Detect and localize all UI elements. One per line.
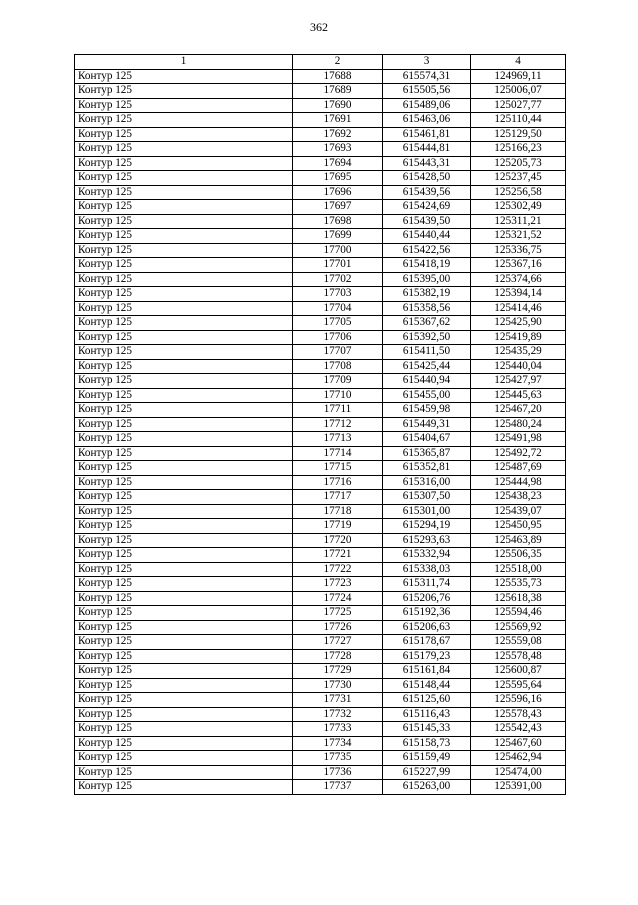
contour-name-cell: Контур 125 bbox=[75, 548, 293, 563]
x-coordinate-cell: 615439,56 bbox=[383, 185, 471, 200]
contour-name-cell: Контур 125 bbox=[75, 722, 293, 737]
contour-name-cell: Контур 125 bbox=[75, 519, 293, 534]
table-row bbox=[75, 504, 566, 519]
point-number-cell: 17718 bbox=[293, 504, 383, 519]
x-coordinate-cell: 615307,50 bbox=[383, 490, 471, 505]
y-coordinate-cell: 125467,20 bbox=[471, 403, 566, 418]
table-row bbox=[75, 388, 566, 403]
y-coordinate-cell: 125438,23 bbox=[471, 490, 566, 505]
y-coordinate-cell: 125110,44 bbox=[471, 113, 566, 128]
x-coordinate-cell: 615444,81 bbox=[383, 142, 471, 157]
column-header-1: 1 bbox=[75, 55, 293, 70]
point-number-cell: 17711 bbox=[293, 403, 383, 418]
table-row bbox=[75, 446, 566, 461]
x-coordinate-cell: 615125,60 bbox=[383, 693, 471, 708]
y-coordinate-cell: 125595,64 bbox=[471, 678, 566, 693]
table-row bbox=[75, 490, 566, 505]
column-header-4: 4 bbox=[471, 55, 566, 70]
x-coordinate-cell: 615455,00 bbox=[383, 388, 471, 403]
y-coordinate-cell: 125445,63 bbox=[471, 388, 566, 403]
contour-name-cell: Контур 125 bbox=[75, 345, 293, 360]
table-row bbox=[75, 345, 566, 360]
table-body bbox=[75, 69, 566, 794]
x-coordinate-cell: 615116,43 bbox=[383, 707, 471, 722]
point-number-cell: 17735 bbox=[293, 751, 383, 766]
x-coordinate-cell: 615440,44 bbox=[383, 229, 471, 244]
x-coordinate-cell: 615145,33 bbox=[383, 722, 471, 737]
y-coordinate-cell: 125444,98 bbox=[471, 475, 566, 490]
contour-name-cell: Контур 125 bbox=[75, 359, 293, 374]
table-row bbox=[75, 359, 566, 374]
point-number-cell: 17716 bbox=[293, 475, 383, 490]
contour-name-cell: Контур 125 bbox=[75, 577, 293, 592]
y-coordinate-cell: 125492,72 bbox=[471, 446, 566, 461]
point-number-cell: 17691 bbox=[293, 113, 383, 128]
y-coordinate-cell: 125425,90 bbox=[471, 316, 566, 331]
contour-name-cell: Контур 125 bbox=[75, 780, 293, 795]
y-coordinate-cell: 125129,50 bbox=[471, 127, 566, 142]
table-row bbox=[75, 591, 566, 606]
x-coordinate-cell: 615352,81 bbox=[383, 461, 471, 476]
x-coordinate-cell: 615206,76 bbox=[383, 591, 471, 606]
point-number-cell: 17706 bbox=[293, 330, 383, 345]
contour-name-cell: Контур 125 bbox=[75, 171, 293, 186]
y-coordinate-cell: 125474,00 bbox=[471, 765, 566, 780]
table-row bbox=[75, 214, 566, 229]
y-coordinate-cell: 125027,77 bbox=[471, 98, 566, 113]
contour-name-cell: Контур 125 bbox=[75, 403, 293, 418]
table-row bbox=[75, 432, 566, 447]
x-coordinate-cell: 615574,31 bbox=[383, 69, 471, 84]
contour-name-cell: Контур 125 bbox=[75, 591, 293, 606]
contour-name-cell: Контур 125 bbox=[75, 258, 293, 273]
table-row bbox=[75, 69, 566, 84]
y-coordinate-cell: 125480,24 bbox=[471, 417, 566, 432]
y-coordinate-cell: 125237,45 bbox=[471, 171, 566, 186]
y-coordinate-cell: 125374,66 bbox=[471, 272, 566, 287]
table-row bbox=[75, 229, 566, 244]
contour-name-cell: Контур 125 bbox=[75, 388, 293, 403]
table-row bbox=[75, 272, 566, 287]
y-coordinate-cell: 125462,94 bbox=[471, 751, 566, 766]
y-coordinate-cell: 125427,97 bbox=[471, 374, 566, 389]
x-coordinate-cell: 615332,94 bbox=[383, 548, 471, 563]
table-row bbox=[75, 287, 566, 302]
point-number-cell: 17698 bbox=[293, 214, 383, 229]
contour-name-cell: Контур 125 bbox=[75, 765, 293, 780]
y-coordinate-cell: 125006,07 bbox=[471, 84, 566, 99]
point-number-cell: 17710 bbox=[293, 388, 383, 403]
table-row bbox=[75, 243, 566, 258]
point-number-cell: 17702 bbox=[293, 272, 383, 287]
y-coordinate-cell: 125578,48 bbox=[471, 649, 566, 664]
table-row bbox=[75, 577, 566, 592]
y-coordinate-cell: 125419,89 bbox=[471, 330, 566, 345]
contour-name-cell: Контур 125 bbox=[75, 113, 293, 128]
contour-name-cell: Контур 125 bbox=[75, 475, 293, 490]
point-number-cell: 17714 bbox=[293, 446, 383, 461]
point-number-cell: 17731 bbox=[293, 693, 383, 708]
table-row bbox=[75, 461, 566, 476]
point-number-cell: 17713 bbox=[293, 432, 383, 447]
x-coordinate-cell: 615159,49 bbox=[383, 751, 471, 766]
x-coordinate-cell: 615422,56 bbox=[383, 243, 471, 258]
point-number-cell: 17707 bbox=[293, 345, 383, 360]
point-number-cell: 17692 bbox=[293, 127, 383, 142]
point-number-cell: 17693 bbox=[293, 142, 383, 157]
contour-name-cell: Контур 125 bbox=[75, 301, 293, 316]
contour-name-cell: Контур 125 bbox=[75, 374, 293, 389]
contour-name-cell: Контур 125 bbox=[75, 229, 293, 244]
x-coordinate-cell: 615206,63 bbox=[383, 620, 471, 635]
x-coordinate-cell: 615178,67 bbox=[383, 635, 471, 650]
contour-name-cell: Контур 125 bbox=[75, 533, 293, 548]
table-row bbox=[75, 548, 566, 563]
y-coordinate-cell: 125439,07 bbox=[471, 504, 566, 519]
contour-name-cell: Контур 125 bbox=[75, 214, 293, 229]
y-coordinate-cell: 125467,60 bbox=[471, 736, 566, 751]
point-number-cell: 17732 bbox=[293, 707, 383, 722]
point-number-cell: 17719 bbox=[293, 519, 383, 534]
point-number-cell: 17696 bbox=[293, 185, 383, 200]
point-number-cell: 17726 bbox=[293, 620, 383, 635]
contour-name-cell: Контур 125 bbox=[75, 185, 293, 200]
point-number-cell: 17722 bbox=[293, 562, 383, 577]
x-coordinate-cell: 615392,50 bbox=[383, 330, 471, 345]
point-number-cell: 17697 bbox=[293, 200, 383, 215]
x-coordinate-cell: 615425,44 bbox=[383, 359, 471, 374]
table-row bbox=[75, 533, 566, 548]
x-coordinate-cell: 615424,69 bbox=[383, 200, 471, 215]
point-number-cell: 17700 bbox=[293, 243, 383, 258]
y-coordinate-cell: 125302,49 bbox=[471, 200, 566, 215]
contour-name-cell: Контур 125 bbox=[75, 504, 293, 519]
x-coordinate-cell: 615358,56 bbox=[383, 301, 471, 316]
table-row bbox=[75, 98, 566, 113]
table-row bbox=[75, 519, 566, 534]
table-row bbox=[75, 693, 566, 708]
point-number-cell: 17704 bbox=[293, 301, 383, 316]
column-header-3: 3 bbox=[383, 55, 471, 70]
table-row bbox=[75, 707, 566, 722]
point-number-cell: 17705 bbox=[293, 316, 383, 331]
table-row bbox=[75, 475, 566, 490]
y-coordinate-cell: 125440,04 bbox=[471, 359, 566, 374]
table-row bbox=[75, 258, 566, 273]
x-coordinate-cell: 615489,06 bbox=[383, 98, 471, 113]
contour-name-cell: Контур 125 bbox=[75, 635, 293, 650]
x-coordinate-cell: 615311,74 bbox=[383, 577, 471, 592]
point-number-cell: 17729 bbox=[293, 664, 383, 679]
x-coordinate-cell: 615440,94 bbox=[383, 374, 471, 389]
x-coordinate-cell: 615192,36 bbox=[383, 606, 471, 621]
point-number-cell: 17725 bbox=[293, 606, 383, 621]
point-number-cell: 17723 bbox=[293, 577, 383, 592]
contour-name-cell: Контур 125 bbox=[75, 272, 293, 287]
contour-name-cell: Контур 125 bbox=[75, 330, 293, 345]
point-number-cell: 17690 bbox=[293, 98, 383, 113]
x-coordinate-cell: 615439,50 bbox=[383, 214, 471, 229]
x-coordinate-cell: 615179,23 bbox=[383, 649, 471, 664]
contour-name-cell: Контур 125 bbox=[75, 664, 293, 679]
coordinates-table bbox=[74, 54, 566, 795]
table-row bbox=[75, 736, 566, 751]
point-number-cell: 17730 bbox=[293, 678, 383, 693]
y-coordinate-cell: 125506,35 bbox=[471, 548, 566, 563]
x-coordinate-cell: 615365,87 bbox=[383, 446, 471, 461]
point-number-cell: 17709 bbox=[293, 374, 383, 389]
y-coordinate-cell: 125311,21 bbox=[471, 214, 566, 229]
table-row bbox=[75, 562, 566, 577]
y-coordinate-cell: 125600,87 bbox=[471, 664, 566, 679]
contour-name-cell: Контур 125 bbox=[75, 287, 293, 302]
y-coordinate-cell: 125594,46 bbox=[471, 606, 566, 621]
contour-name-cell: Контур 125 bbox=[75, 243, 293, 258]
y-coordinate-cell: 125463,89 bbox=[471, 533, 566, 548]
point-number-cell: 17717 bbox=[293, 490, 383, 505]
table-row bbox=[75, 185, 566, 200]
point-number-cell: 17728 bbox=[293, 649, 383, 664]
point-number-cell: 17736 bbox=[293, 765, 383, 780]
point-number-cell: 17694 bbox=[293, 156, 383, 171]
y-coordinate-cell: 125518,00 bbox=[471, 562, 566, 577]
table-header-row bbox=[75, 55, 566, 70]
table-row bbox=[75, 678, 566, 693]
point-number-cell: 17737 bbox=[293, 780, 383, 795]
point-number-cell: 17712 bbox=[293, 417, 383, 432]
x-coordinate-cell: 615158,73 bbox=[383, 736, 471, 751]
contour-name-cell: Контур 125 bbox=[75, 736, 293, 751]
table-row bbox=[75, 316, 566, 331]
y-coordinate-cell: 125336,75 bbox=[471, 243, 566, 258]
point-number-cell: 17720 bbox=[293, 533, 383, 548]
y-coordinate-cell: 125435,29 bbox=[471, 345, 566, 360]
x-coordinate-cell: 615395,00 bbox=[383, 272, 471, 287]
y-coordinate-cell: 125535,73 bbox=[471, 577, 566, 592]
x-coordinate-cell: 615505,56 bbox=[383, 84, 471, 99]
point-number-cell: 17703 bbox=[293, 287, 383, 302]
y-coordinate-cell: 125559,08 bbox=[471, 635, 566, 650]
contour-name-cell: Контур 125 bbox=[75, 69, 293, 84]
table-row bbox=[75, 156, 566, 171]
x-coordinate-cell: 615161,84 bbox=[383, 664, 471, 679]
x-coordinate-cell: 615338,03 bbox=[383, 562, 471, 577]
x-coordinate-cell: 615227,99 bbox=[383, 765, 471, 780]
contour-name-cell: Контур 125 bbox=[75, 751, 293, 766]
x-coordinate-cell: 615301,00 bbox=[383, 504, 471, 519]
contour-name-cell: Контур 125 bbox=[75, 461, 293, 476]
contour-name-cell: Контур 125 bbox=[75, 127, 293, 142]
table-row bbox=[75, 780, 566, 795]
contour-name-cell: Контур 125 bbox=[75, 432, 293, 447]
y-coordinate-cell: 125487,69 bbox=[471, 461, 566, 476]
x-coordinate-cell: 615428,50 bbox=[383, 171, 471, 186]
table-row bbox=[75, 649, 566, 664]
page-number: 362 bbox=[310, 20, 328, 34]
y-coordinate-cell: 125578,43 bbox=[471, 707, 566, 722]
point-number-cell: 17695 bbox=[293, 171, 383, 186]
point-number-cell: 17708 bbox=[293, 359, 383, 374]
table-row bbox=[75, 171, 566, 186]
x-coordinate-cell: 615461,81 bbox=[383, 127, 471, 142]
x-coordinate-cell: 615418,19 bbox=[383, 258, 471, 273]
contour-name-cell: Контур 125 bbox=[75, 200, 293, 215]
contour-name-cell: Контур 125 bbox=[75, 693, 293, 708]
contour-name-cell: Контур 125 bbox=[75, 84, 293, 99]
table-row bbox=[75, 127, 566, 142]
y-coordinate-cell: 125391,00 bbox=[471, 780, 566, 795]
y-coordinate-cell: 125414,46 bbox=[471, 301, 566, 316]
table-row bbox=[75, 664, 566, 679]
table-row bbox=[75, 374, 566, 389]
x-coordinate-cell: 615382,19 bbox=[383, 287, 471, 302]
point-number-cell: 17699 bbox=[293, 229, 383, 244]
x-coordinate-cell: 615463,06 bbox=[383, 113, 471, 128]
table-row bbox=[75, 635, 566, 650]
table-row bbox=[75, 403, 566, 418]
y-coordinate-cell: 125367,16 bbox=[471, 258, 566, 273]
point-number-cell: 17688 bbox=[293, 69, 383, 84]
x-coordinate-cell: 615449,31 bbox=[383, 417, 471, 432]
point-number-cell: 17689 bbox=[293, 84, 383, 99]
x-coordinate-cell: 615293,63 bbox=[383, 533, 471, 548]
y-coordinate-cell: 125394,14 bbox=[471, 287, 566, 302]
x-coordinate-cell: 615294,19 bbox=[383, 519, 471, 534]
x-coordinate-cell: 615367,62 bbox=[383, 316, 471, 331]
column-header-2: 2 bbox=[293, 55, 383, 70]
contour-name-cell: Контур 125 bbox=[75, 98, 293, 113]
table-row bbox=[75, 200, 566, 215]
contour-name-cell: Контур 125 bbox=[75, 156, 293, 171]
contour-name-cell: Контур 125 bbox=[75, 606, 293, 621]
table-row bbox=[75, 722, 566, 737]
table-row bbox=[75, 84, 566, 99]
point-number-cell: 17701 bbox=[293, 258, 383, 273]
y-coordinate-cell: 125542,43 bbox=[471, 722, 566, 737]
x-coordinate-cell: 615443,31 bbox=[383, 156, 471, 171]
y-coordinate-cell: 125491,98 bbox=[471, 432, 566, 447]
contour-name-cell: Контур 125 bbox=[75, 142, 293, 157]
y-coordinate-cell: 125618,38 bbox=[471, 591, 566, 606]
point-number-cell: 17733 bbox=[293, 722, 383, 737]
contour-name-cell: Контур 125 bbox=[75, 490, 293, 505]
table-row bbox=[75, 765, 566, 780]
table-row bbox=[75, 330, 566, 345]
contour-name-cell: Контур 125 bbox=[75, 649, 293, 664]
point-number-cell: 17715 bbox=[293, 461, 383, 476]
x-coordinate-cell: 615404,67 bbox=[383, 432, 471, 447]
y-coordinate-cell: 125321,52 bbox=[471, 229, 566, 244]
table-row bbox=[75, 301, 566, 316]
y-coordinate-cell: 125166,23 bbox=[471, 142, 566, 157]
y-coordinate-cell: 125256,58 bbox=[471, 185, 566, 200]
y-coordinate-cell: 125205,73 bbox=[471, 156, 566, 171]
contour-name-cell: Контур 125 bbox=[75, 446, 293, 461]
point-number-cell: 17727 bbox=[293, 635, 383, 650]
y-coordinate-cell: 124969,11 bbox=[471, 69, 566, 84]
x-coordinate-cell: 615459,98 bbox=[383, 403, 471, 418]
y-coordinate-cell: 125596,16 bbox=[471, 693, 566, 708]
table-row bbox=[75, 751, 566, 766]
contour-name-cell: Контур 125 bbox=[75, 620, 293, 635]
table-row bbox=[75, 620, 566, 635]
table-row bbox=[75, 606, 566, 621]
table-row bbox=[75, 142, 566, 157]
contour-name-cell: Контур 125 bbox=[75, 707, 293, 722]
point-number-cell: 17734 bbox=[293, 736, 383, 751]
x-coordinate-cell: 615148,44 bbox=[383, 678, 471, 693]
contour-name-cell: Контур 125 bbox=[75, 562, 293, 577]
point-number-cell: 17721 bbox=[293, 548, 383, 563]
y-coordinate-cell: 125569,92 bbox=[471, 620, 566, 635]
contour-name-cell: Контур 125 bbox=[75, 316, 293, 331]
x-coordinate-cell: 615411,50 bbox=[383, 345, 471, 360]
table-row bbox=[75, 417, 566, 432]
contour-name-cell: Контур 125 bbox=[75, 678, 293, 693]
y-coordinate-cell: 125450,95 bbox=[471, 519, 566, 534]
table-row bbox=[75, 113, 566, 128]
x-coordinate-cell: 615316,00 bbox=[383, 475, 471, 490]
point-number-cell: 17724 bbox=[293, 591, 383, 606]
contour-name-cell: Контур 125 bbox=[75, 417, 293, 432]
x-coordinate-cell: 615263,00 bbox=[383, 780, 471, 795]
